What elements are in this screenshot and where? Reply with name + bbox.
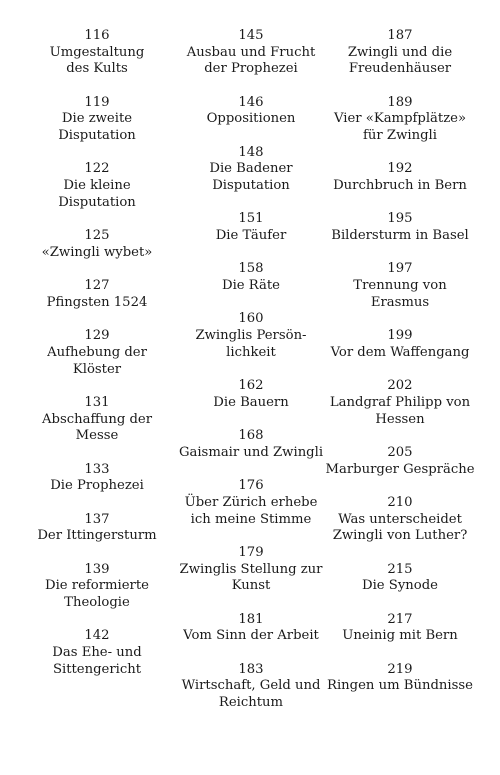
toc-page-number: 137 <box>84 511 110 527</box>
toc-page-number: 210 <box>387 494 413 510</box>
toc-entry <box>180 545 323 595</box>
toc-entry <box>207 95 296 128</box>
toc-entry-title-line: Die reformierte <box>45 578 149 594</box>
toc-entry <box>333 161 467 194</box>
toc-entry-title-line: Erasmus <box>370 294 430 310</box>
toc-entry-title-line: Vom Sinn der Arbeit <box>183 628 319 644</box>
toc-entry <box>187 28 316 78</box>
toc-entry-title-line: Zwingli von Luther? <box>332 528 468 544</box>
toc-entry-title-line: Über Zürich erhebe <box>184 494 318 510</box>
toc-page-number: 189 <box>387 94 413 110</box>
toc-entry-title-line: Gaismair und Zwingli <box>178 444 324 460</box>
toc-entry <box>42 395 152 445</box>
toc-entry-title-line: Kunst <box>231 578 271 594</box>
toc-entry <box>42 228 153 261</box>
toc-entry-title-line: Hessen <box>375 411 425 427</box>
toc-entry-title-line: Zwinglis Stellung zur <box>179 561 323 577</box>
toc-entry <box>342 612 457 645</box>
toc-entry-title-line: Marburger Gespräche <box>325 461 475 477</box>
toc-entry-title-line: Disputation <box>58 194 136 210</box>
toc-entry <box>325 445 474 478</box>
toc-page-number: 129 <box>84 328 110 344</box>
toc-entry-title-line: Trennung von <box>353 278 447 294</box>
toc-column-1 <box>0 28 194 728</box>
toc-entry-title-line: Das Ehe- und <box>52 644 142 660</box>
toc-entry-title-line: Landgraf Philipp von <box>329 394 471 410</box>
toc-entry <box>52 628 141 678</box>
toc-entry <box>37 512 156 545</box>
toc-entry <box>58 161 136 211</box>
toc-page-number: 219 <box>387 661 413 677</box>
toc-page-number: 116 <box>84 28 110 43</box>
toc-entry <box>331 211 468 244</box>
toc-page-number: 205 <box>387 444 413 460</box>
toc-page-number: 148 <box>238 144 264 160</box>
toc-entry-title-line: Vor dem Waffengang <box>330 344 470 360</box>
toc-entry <box>353 261 446 311</box>
toc-entry-title-line: Die Prophezei <box>50 478 144 494</box>
toc-entry <box>362 562 438 595</box>
toc-entry-title-line: Oppositionen <box>206 111 296 127</box>
toc-entry <box>209 145 292 195</box>
toc-page-number: 125 <box>84 228 110 244</box>
toc-page-number: 183 <box>238 661 264 677</box>
toc-page-number: 195 <box>387 211 413 227</box>
toc-page-number: 162 <box>238 378 264 394</box>
toc-page-number: 202 <box>387 378 413 394</box>
toc-entry-title-line: Die Räte <box>222 278 280 294</box>
toc-entry <box>334 95 466 145</box>
toc-page-number: 168 <box>238 428 264 444</box>
toc-page-number: 197 <box>387 261 413 277</box>
toc-entry-title-line: Vier «Kampfplätze» <box>333 111 467 127</box>
toc-entry <box>213 378 288 411</box>
toc-page-number: 176 <box>238 478 264 494</box>
toc-entry-title-line: Pfingsten 1524 <box>46 294 148 310</box>
toc-entry <box>47 328 147 378</box>
toc-entry-title-line: lichkeit <box>226 344 276 360</box>
toc-entry <box>222 261 280 294</box>
toc-entry <box>195 311 306 361</box>
toc-entry-title-line: ich meine Stimme <box>190 511 312 527</box>
toc-entry-title-line: des Kults <box>66 61 128 77</box>
toc-entry <box>330 378 470 428</box>
toc-entry-title-line: Der Ittingersturm <box>37 528 157 544</box>
toc-column-2 <box>178 28 324 728</box>
toc-page-number: 187 <box>387 28 413 43</box>
toc-entry <box>45 562 149 612</box>
toc-page-number: 160 <box>238 311 264 327</box>
toc-page-number: 151 <box>238 211 264 227</box>
toc-entry-title-line: Uneinig mit Bern <box>342 628 458 644</box>
toc-entry-title-line: Zwinglis Persön- <box>195 328 307 344</box>
toc-page-number: 217 <box>387 611 413 627</box>
toc-entry-title-line: Die Bauern <box>213 394 289 410</box>
toc-entry-title-line: Die Täufer <box>215 228 287 244</box>
toc-entry-title-line: Ringen um Bündnisse <box>327 678 473 694</box>
toc-entry-title-line: Freudenhäuser <box>348 61 452 77</box>
toc-entry <box>216 211 287 244</box>
toc-entry-title-line: der Prophezei <box>204 61 298 77</box>
toc-page-number: 199 <box>387 328 413 344</box>
toc-entry <box>185 478 318 528</box>
toc-entry-title-line: Messe <box>75 428 119 444</box>
toc-entry-title-line: Durchbruch in Bern <box>333 178 467 194</box>
toc-page-number: 127 <box>84 278 110 294</box>
toc-entry-title-line: Die zweite <box>61 111 133 127</box>
toc-page-number: 215 <box>387 561 413 577</box>
toc-page-number: 179 <box>238 544 264 560</box>
toc-entry-title-line: Reichtum <box>218 694 284 710</box>
toc-page-number: 146 <box>238 94 264 110</box>
toc-entry-title-line: Theologie <box>64 594 130 610</box>
toc-entry-title-line: Umgestaltung <box>49 44 145 60</box>
toc-entry-title-line: Klöster <box>72 361 122 377</box>
toc-entry-title-line: Was unterscheidet <box>338 511 462 527</box>
toc-entry <box>50 462 144 495</box>
toc-entry-title-line: Bildersturm in Basel <box>331 228 469 244</box>
toc-entry-title-line: Ausbau und Frucht <box>186 44 316 60</box>
toc-entry-title-line: Die kleine <box>63 178 131 194</box>
toc-page-number: 131 <box>84 394 110 410</box>
toc-page-number: 142 <box>84 628 110 644</box>
toc-page-number: 192 <box>387 161 413 177</box>
toc-entry-title-line: Sittengericht <box>52 661 142 677</box>
toc-page-number: 133 <box>84 461 110 477</box>
toc-entry <box>348 28 452 78</box>
toc-page-number: 139 <box>84 561 110 577</box>
toc-page-number: 122 <box>84 161 110 177</box>
toc-entry-title-line: Disputation <box>212 178 290 194</box>
toc-entry-title-line: Aufhebung der <box>47 344 147 360</box>
toc-entry-title-line: Wirtschaft, Geld und <box>181 678 321 694</box>
toc-entry <box>179 428 323 461</box>
toc-entry <box>327 662 473 695</box>
toc-page-number: 181 <box>238 611 264 627</box>
toc-entry-title-line: für Zwingli <box>363 128 437 144</box>
toc-entry <box>331 328 470 361</box>
toc-column-3 <box>308 28 492 728</box>
toc-entry-title-line: Die Synode <box>362 578 438 594</box>
toc-page-number: 119 <box>84 94 110 110</box>
toc-entry-title-line: Disputation <box>58 128 136 144</box>
toc-entry <box>182 662 321 712</box>
toc-entry-title-line: Die Badener <box>209 161 293 177</box>
toc-entry <box>47 278 148 311</box>
toc-entry <box>183 612 319 645</box>
toc-entry <box>50 28 145 78</box>
toc-entry-title-line: «Zwingli wybet» <box>41 244 153 260</box>
table-of-contents <box>0 28 500 728</box>
toc-page-number: 145 <box>238 28 264 43</box>
toc-page-number: 158 <box>238 261 264 277</box>
toc-entry <box>333 495 468 545</box>
toc-entry-title-line: Abschaffung der <box>41 411 152 427</box>
toc-entry-title-line: Zwingli und die <box>347 44 453 60</box>
toc-entry <box>58 95 136 145</box>
